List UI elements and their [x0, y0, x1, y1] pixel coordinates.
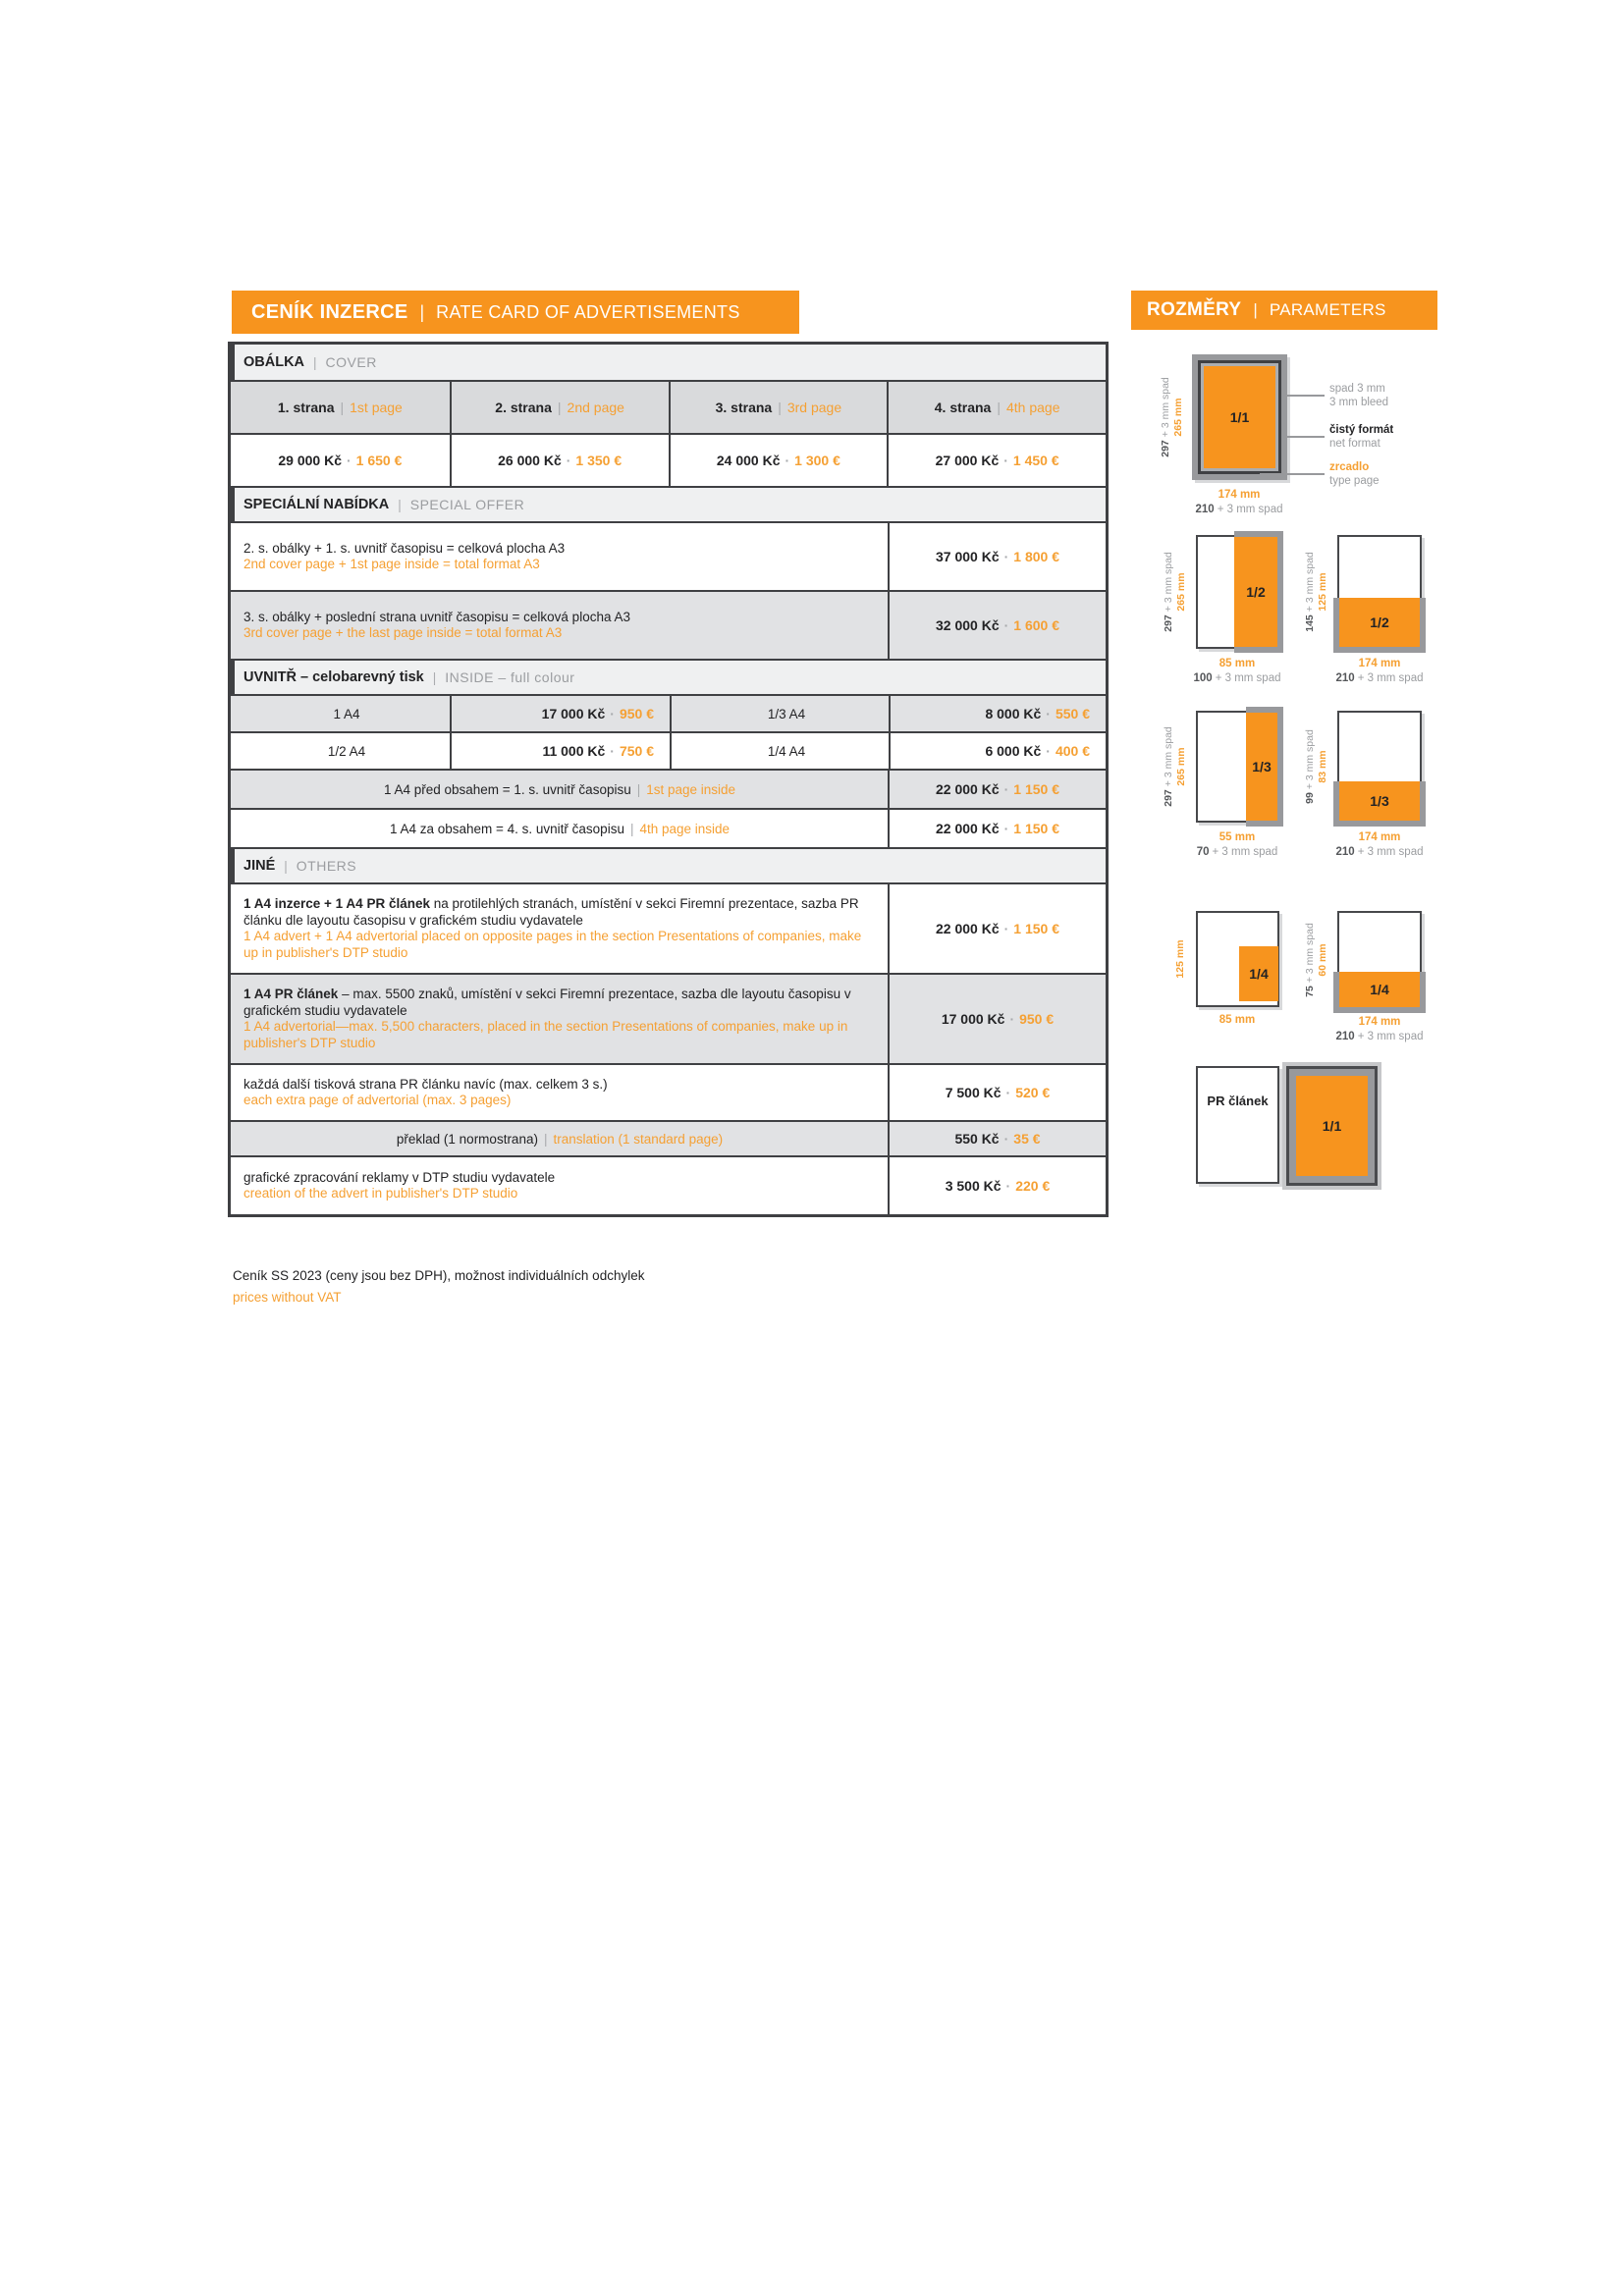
- inside-after-content-price: 22 000 Kč · 1 150 €: [888, 810, 1106, 847]
- others-2-price: 17 000 Kč · 950 €: [888, 975, 1106, 1063]
- pr-article-label: PR článek: [1207, 1094, 1269, 1108]
- cover-price-1: 29 000 Kč · 1 650 €: [278, 453, 403, 468]
- inside-13a4-label: 1/3 A4: [670, 696, 889, 731]
- format-1-4h-side-labels: 75+ 3 mm spad 60 mm: [1304, 923, 1328, 997]
- format-diagram-1-2-horizontal: 1/2: [1337, 535, 1422, 649]
- cover-price-3: 24 000 Kč · 1 300 €: [669, 435, 888, 486]
- others-1-en: 1 A4 advert + 1 A4 advertorial placed on opposite pages in the section Presentations of companies, make up in publisher's DTP studio: [244, 929, 862, 960]
- format-1-2v-bottom-labels: 85 mm 100 + 3 mm spad: [1193, 658, 1281, 684]
- others-2-cz: 1 A4 PR článek – max. 5500 znaků, umístění v sekci Firemní prezentace, sazba dle layoutu časopisu v grafickém studiu vydavatele: [244, 987, 851, 1018]
- rate-table: [228, 342, 1109, 1217]
- cover-page-header-row: [231, 380, 1106, 433]
- inside-1a4-label: 1 A4: [333, 706, 360, 721]
- parameters-title-cz: ROZMĚRY: [1147, 299, 1242, 320]
- callout-line-type-page: [1260, 473, 1325, 475]
- others-row-pr-article: [231, 973, 1106, 1063]
- others-5-en: creation of the advert in publisher's DTP studio: [244, 1186, 518, 1201]
- inside-after-content-row: 1 A4 za obsahem = 4. s. uvnitř časopisu | 4th page inside 22 000 Kč · 1 150 €: [231, 808, 1106, 847]
- format-diagram-1-2-vertical: 1/2: [1196, 535, 1279, 649]
- others-row-translation: překlad (1 normostrana) | translation (1 standard page) 550 Kč · 35 €: [231, 1120, 1106, 1155]
- format-1-1-bottom-labels: 174 mm 210 + 3 mm spad: [1195, 489, 1283, 515]
- special-2-cz: 3. s. obálky + poslední strana uvnitř časopisu = celková plocha A3: [244, 609, 630, 624]
- section-header-special-offer: SPECIÁLNÍ NABÍDKA | SPECIAL OFFER: [231, 486, 1106, 521]
- format-diagram-1-3-vertical: 1/3: [1196, 711, 1279, 823]
- special-offer-row-1: [231, 521, 1106, 590]
- format-1-4v-bottom-labels: 85 mm: [1218, 1014, 1256, 1026]
- format-diagram-1-4-vertical: 1/4: [1196, 911, 1279, 1007]
- callout-net-format: čistý formát net format: [1329, 424, 1394, 450]
- others-4-price: 550 Kč · 35 €: [888, 1122, 1106, 1155]
- others-3-cz: každá další tisková strana PR článku navíc (max. celkem 3 s.): [244, 1076, 608, 1092]
- section-cover-separator: |: [313, 354, 317, 370]
- section-header-inside: UVNITŘ – celobarevný tisk | INSIDE – full colour: [231, 659, 1106, 694]
- cover-price-4: 27 000 Kč · 1 450 €: [887, 435, 1106, 486]
- callout-bleed: spad 3 mm 3 mm bleed: [1329, 383, 1389, 408]
- cover-col-4-header: 4. strana | 4th page: [887, 382, 1106, 433]
- inside-grid-row-1: [231, 694, 1106, 731]
- others-1-price: 22 000 Kč · 1 150 €: [888, 884, 1106, 973]
- cover-price-row: [231, 433, 1106, 486]
- cover-price-2: 26 000 Kč · 1 350 €: [450, 435, 669, 486]
- format-diagram-1-1-bleed: 1/1: [1286, 1066, 1378, 1186]
- title-en: RATE CARD OF ADVERTISEMENTS: [436, 301, 740, 322]
- format-1-3h-side-labels: 99+ 3 mm spad 83 mm: [1304, 729, 1328, 804]
- title-separator: |: [419, 301, 425, 322]
- format-1-3v-bottom-labels: 55 mm 70 + 3 mm spad: [1196, 831, 1278, 858]
- special-1-en: 2nd cover page + 1st page inside = total format A3: [244, 557, 540, 571]
- callout-line-net-format: [1287, 436, 1325, 438]
- format-1-2h-side-labels: 145+ 3 mm spad 125 mm: [1304, 552, 1328, 632]
- others-row-extra-page: [231, 1063, 1106, 1120]
- others-5-cz: grafické zpracování reklamy v DTP studiu vydavatele: [244, 1169, 556, 1185]
- inside-14a4-price: 6 000 Kč · 400 €: [889, 733, 1106, 769]
- special-2-en: 3rd cover page + the last page inside = total format A3: [244, 625, 563, 640]
- cover-col-1-header: 1. strana | 1st page: [277, 400, 403, 415]
- section-header-cover: [231, 345, 1106, 380]
- format-1-4h-bottom-labels: 174 mm 210 + 3 mm spad: [1335, 1016, 1424, 1042]
- special-offer-row-2: [231, 590, 1106, 659]
- inside-12a4-price: 11 000 Kč · 750 €: [450, 733, 670, 769]
- callout-type-page: zrcadlo type page: [1329, 461, 1380, 487]
- format-1-3h-bottom-labels: 174 mm 210 + 3 mm spad: [1335, 831, 1424, 858]
- format-1-1-side-labels: 297+ 3 mm spad 265 mm: [1160, 377, 1184, 457]
- format-1-1-label: 1/1: [1229, 409, 1250, 425]
- title-cz: CENÍK INZERCE: [251, 300, 408, 323]
- format-1-2v-side-labels: 297+ 3 mm spad 265 mm: [1163, 552, 1187, 632]
- section-header-others: JINÉ | OTHERS: [231, 847, 1106, 882]
- special-1-cz: 2. s. obálky + 1. s. uvnitř časopisu = celková plocha A3: [244, 540, 566, 556]
- special-2-price: 32 000 Kč · 1 600 €: [888, 592, 1106, 659]
- inside-grid-row-2: [231, 731, 1106, 769]
- inside-12a4-label: 1/2 A4: [327, 743, 366, 759]
- footer-note-cz: Ceník SS 2023 (ceny jsou bez DPH), možnost individuálních odchylek: [233, 1268, 645, 1283]
- format-diagram-1-4-horizontal: 1/4: [1337, 911, 1422, 1009]
- others-row-advert-plus-advertorial: [231, 882, 1106, 973]
- format-diagram-1-3-horizontal: 1/3: [1337, 711, 1422, 823]
- inside-14a4-label: 1/4 A4: [670, 733, 889, 769]
- section-cover-en: COVER: [325, 354, 377, 370]
- pr-article-page: [1196, 1066, 1279, 1184]
- inside-before-content-row: 1 A4 před obsahem = 1. s. uvnitř časopisu | 1st page inside 22 000 Kč · 1 150 €: [231, 769, 1106, 808]
- others-row-dtp-creation: [231, 1155, 1106, 1214]
- format-1-2h-bottom-labels: 174 mm 210 + 3 mm spad: [1335, 658, 1424, 684]
- others-3-en: each extra page of advertorial (max. 3 pages): [244, 1093, 512, 1107]
- cover-col-2-header: 2. strana | 2nd page: [450, 382, 669, 433]
- parameters-title-en: PARAMETERS: [1269, 300, 1386, 319]
- parameters-title-bar: [1131, 291, 1437, 330]
- inside-before-content-price: 22 000 Kč · 1 150 €: [888, 771, 1106, 808]
- format-1-4v-side-labels: 125 mm: [1174, 939, 1186, 979]
- others-5-price: 3 500 Kč · 220 €: [888, 1157, 1106, 1214]
- parameters-title-separator: |: [1253, 300, 1258, 319]
- format-1-3v-side-labels: 297+ 3 mm spad 265 mm: [1163, 726, 1187, 807]
- others-2-en: 1 A4 advertorial—max. 5,500 characters, placed in the section Presentations of companies, make up in publisher's DTP studio: [244, 1019, 848, 1050]
- cover-col-3-header: 3. strana | 3rd page: [669, 382, 888, 433]
- inside-13a4-price: 8 000 Kč · 550 €: [889, 696, 1106, 731]
- inside-1a4-price: 17 000 Kč · 950 €: [450, 696, 670, 731]
- others-3-price: 7 500 Kč · 520 €: [888, 1065, 1106, 1120]
- rate-card-title-bar: [232, 291, 799, 334]
- others-1-cz: 1 A4 inzerce + 1 A4 PR článek na protilehlých stranách, umístění v sekci Firemní prezentace, sazba PR článku dle layoutu časopisu v grafickém studiu vydavatele: [244, 896, 859, 928]
- special-1-price: 37 000 Kč · 1 800 €: [888, 523, 1106, 590]
- footer-note-en: prices without VAT: [233, 1290, 342, 1305]
- section-cover-cz: OBÁLKA: [244, 354, 305, 370]
- callout-line-bleed: [1287, 395, 1325, 397]
